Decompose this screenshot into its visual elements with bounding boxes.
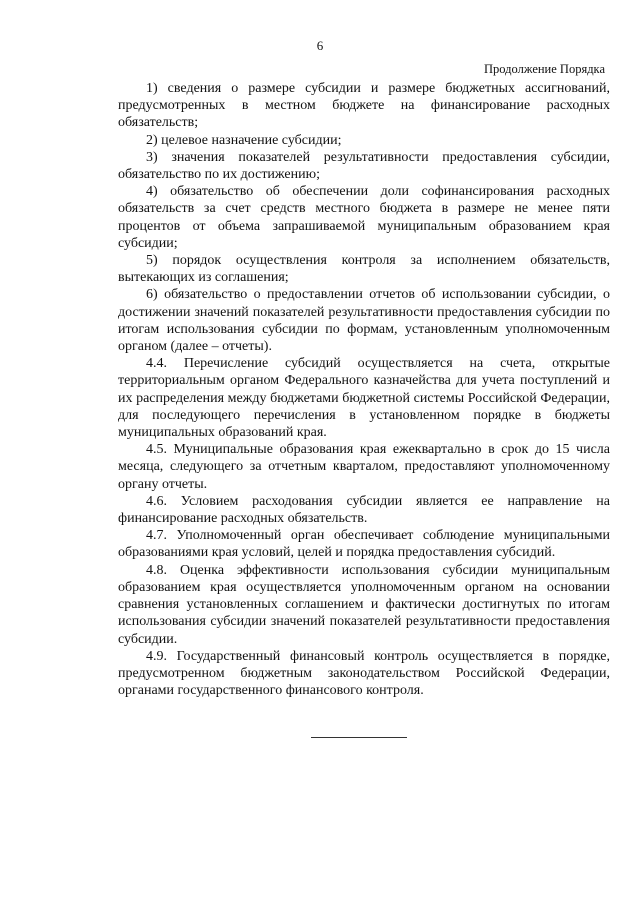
- running-head: Продолжение Порядка: [484, 62, 605, 76]
- paragraph-subsidy-amount: 1) сведения о размере субсидии и размере бюджетных ассигнований, предусмотренных в местном бюджете на финансирование расходных обязательств;: [118, 81, 610, 131]
- paragraph-indicators: 3) значения показателей результативности предоставления субсидии, обязательство по их достижению;: [118, 149, 610, 183]
- page-number: 6: [316, 38, 324, 53]
- paragraph-4-7: 4.7. Уполномоченный орган обеспечивает соблюдение муниципальными образованиями края условий, целей и порядка предоставления субсидий.: [118, 528, 610, 561]
- paragraph-4-8: 4.8. Оценка эффективности использования субсидии муниципальным образованием края осуществляется уполномоченным органом на основании сравнения установленных соглашением и фактически достигнутых по итогам использования субсидии значений показателей результативности предоставления субсидии.: [118, 562, 610, 647]
- paragraph-cofinancing: 4) обязательство об обеспечении доли софинансирования расходных обязательств за счет средств местного бюджета в размере не менее пяти процентов от объема запрашиваемой муниципальным образованием края субсидии;: [118, 184, 610, 251]
- paragraph-purpose: 2) целевое назначение субсидии;: [146, 132, 342, 148]
- paragraph-4-9: 4.9. Государственный финансовый контроль осуществляется в порядке, предусмотренном бюджетным законодательством Российской Федерации, органами государственного финансового контроля.: [118, 648, 610, 699]
- paragraph-reports: 6) обязательство о предоставлении отчетов об использовании субсидии, о достижении значений показателей результативности предоставления субсидии по итогам использования субсидии по формам, установленным уполномоченным органом (далее – отчеты).: [118, 287, 610, 355]
- paragraph-4-4: 4.4. Перечисление субсидий осуществляется на счета, открытые территориальным органом Федерального казначейства для учета поступлений и их распределения между бюджетами бюджетной системы Российской Федерации, для последующего перечисления в установленном порядке в бюджеты муниципальных образований края.: [118, 356, 610, 441]
- end-divider: [311, 737, 407, 738]
- paragraph-4-6: 4.6. Условием расходования субсидии является ее направление на финансирование расходных обязательств.: [118, 493, 610, 527]
- paragraph-4-5: 4.5. Муниципальные образования края ежеквартально в срок до 15 числа месяца, следующего за отчетным кварталом, предоставляют уполномоченному органу отчеты.: [118, 442, 610, 492]
- body-text: [118, 80, 610, 699]
- paragraph-control: 5) порядок осуществления контроля за исполнением обязательств, вытекающих из соглашения;: [118, 253, 610, 286]
